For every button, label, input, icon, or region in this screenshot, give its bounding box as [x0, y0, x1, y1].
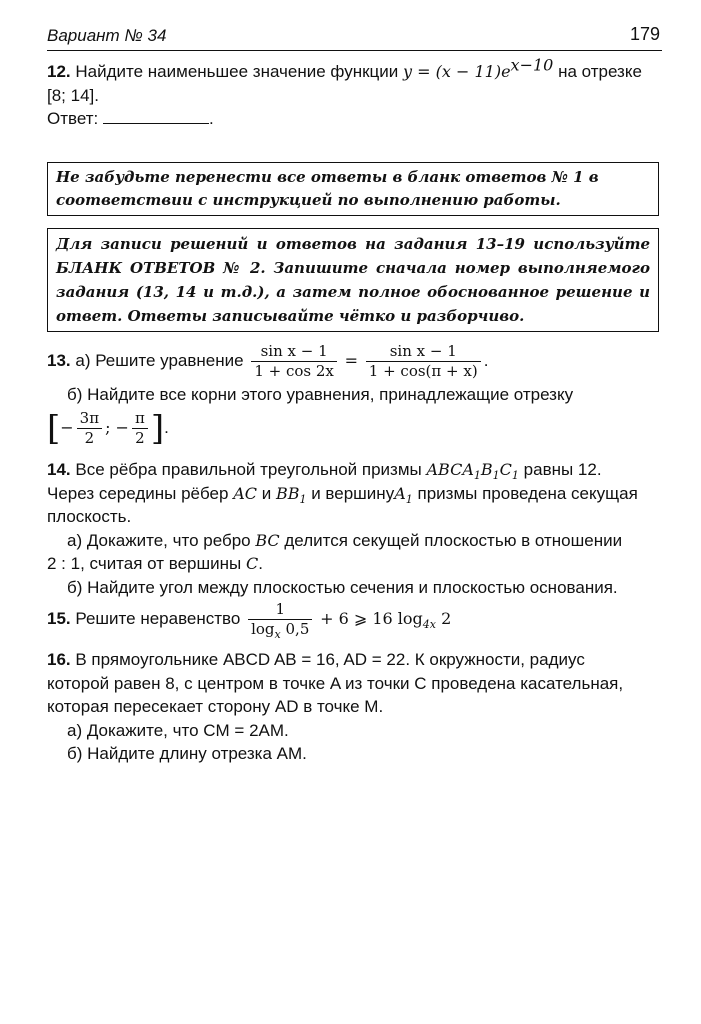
problem-text: В прямоугольнике ABCD AB = 16, AD = 22. К окружности, радиус	[75, 650, 585, 669]
root-interval: [− $\frac{3\pi}{2}$ ; − $\frac{\pi}{2}$ ].	[47, 408, 169, 448]
part-a-text: 2 : 1, считая от вершины	[47, 554, 242, 573]
inequality-rest: + 6 ⩾ 16 $\log_{4x} 2$	[320, 608, 452, 632]
conjunction: и	[261, 483, 272, 503]
answer-label: Ответ:	[47, 109, 99, 128]
notice-text: Не забудьте перенести все ответы в бланк ответов № 1 в соответствии с инструкцией по выполнению работы.	[56, 168, 599, 209]
interval-fraction-1	[77, 409, 102, 448]
fraction-numerator: 3π	[79, 408, 100, 427]
problem-number: 14.	[47, 460, 71, 479]
problem-text: Решите неравенство	[75, 608, 241, 628]
fraction-numerator: sin x − 1	[260, 342, 328, 360]
edge-bb1: $BB_1$	[275, 483, 307, 506]
part-a-text: а) Докажите, что ребро	[67, 530, 251, 550]
vertex-a1: $A_1$	[394, 483, 413, 506]
page-number: 179	[629, 24, 660, 44]
part-b: б) Найдите все корни этого уравнения, принадлежащие отрезку	[67, 385, 574, 404]
fraction-numerator: 1	[275, 600, 285, 618]
problem-number: 16.	[47, 650, 71, 669]
prism-name: $ABCA_1B_1C_1$	[426, 460, 519, 483]
edge-bc: BC	[255, 530, 280, 550]
problem-text: призмы проведена секущая	[417, 483, 638, 503]
part-a-text: делится секущей плоскостью в отношении	[284, 530, 623, 550]
problem-12: 12. Найдите наименьшее значение функции $y = (x - 11)e^{x-10}$ на отрезке [8; 14]. Ответ: .	[47, 60, 662, 131]
inequality-fraction	[248, 600, 312, 639]
problem-text: которая пересекает сторону AD в точке M.	[47, 697, 384, 716]
fraction-right	[366, 342, 481, 381]
notice-box-2	[47, 228, 659, 332]
problem-text: равны 12.	[523, 460, 602, 479]
notice-text: Для записи решений и ответов на задания 13–19 используйте БЛАНК ОТВЕТОВ № 2. Запишите сначала номер выполняемого задания (13, 14 и т.д.), а затем полное обоснованное решение и ответ. Ответы записывайте чётко и разборчиво.	[56, 235, 650, 325]
problem-text: плоскость.	[47, 507, 132, 526]
problem-number: 15.	[47, 608, 71, 628]
equals-sign: =	[344, 350, 359, 370]
problem-15	[47, 600, 662, 639]
problem-text: и вершину	[311, 483, 395, 503]
interval: [8; 14].	[47, 85, 99, 105]
fraction-denominator: $\log_x 0,5$	[248, 619, 312, 639]
problem-number: 12.	[47, 62, 71, 81]
problem-14: 14. Все рёбра правильной треугольной призмы $ABCA_1B_1C_1$ равны 12. Через середины рёбер AC и $BB_1$ и вершинуA$_1$ призмы проведена секущая плоскость. а) Докажите, что ребро BC делится секущей плоскостью в отношении 2 : 1, считая от вершины C. б) Найдите угол между плоскостью сечения и плоскостью основания.	[47, 458, 662, 599]
notice-box-1	[47, 162, 659, 216]
fraction-denominator: 1 + cos 2x	[251, 361, 337, 381]
problem-13: 13. а) Решите уравнение $\frac{\text{sin x − 1}}{1 + \cos 2x}$ = $\frac{\text{sin x − 1}}{1 + \cos(\pi + x)}$ . б) Найдите все корни этого уравнения, принадлежащие отрезку [− $\frac{3\pi}{2}$ ; − $\frac{\pi}{2}$ ].	[47, 342, 662, 448]
fraction-denominator: 2	[77, 428, 102, 448]
problem-text: которой равен 8, с центром в точке A из точки C проведена касательная,	[47, 673, 624, 693]
part-b-text: б) Найдите угол между плоскостью сечения и плоскостью основания.	[67, 577, 618, 597]
problem-text: Найдите наименьшее значение функции	[75, 62, 399, 81]
interval-fraction-2	[132, 409, 148, 448]
answer-blank	[103, 109, 209, 124]
page-header	[47, 20, 662, 51]
part-a-label: а) Решите уравнение	[75, 350, 244, 370]
fraction-numerator: sin x − 1	[389, 342, 457, 360]
fraction-denominator: 2	[132, 428, 148, 448]
problem-text: Через середины рёбер	[47, 483, 229, 503]
edge-ac: AC	[233, 483, 257, 503]
part-b-text: б) Найдите длину отрезка AM.	[67, 744, 307, 763]
vertex-c: C	[245, 554, 259, 573]
part-a-text: а) Докажите, что CM = 2AM.	[67, 720, 289, 740]
problem-16	[47, 648, 662, 766]
formula-exponent: x−10	[510, 55, 554, 75]
fraction-numerator: π	[134, 408, 145, 427]
variant-title: Вариант № 34	[47, 26, 167, 45]
fraction-denominator: 1 + cos(π + x)	[366, 361, 481, 381]
function-formula: y = (x − 11)e	[403, 62, 511, 81]
problem-text: Все рёбра правильной треугольной призмы	[75, 460, 422, 479]
fraction-left	[251, 342, 337, 381]
problem-text: на отрезке	[558, 62, 642, 81]
problem-number: 13.	[47, 350, 71, 370]
